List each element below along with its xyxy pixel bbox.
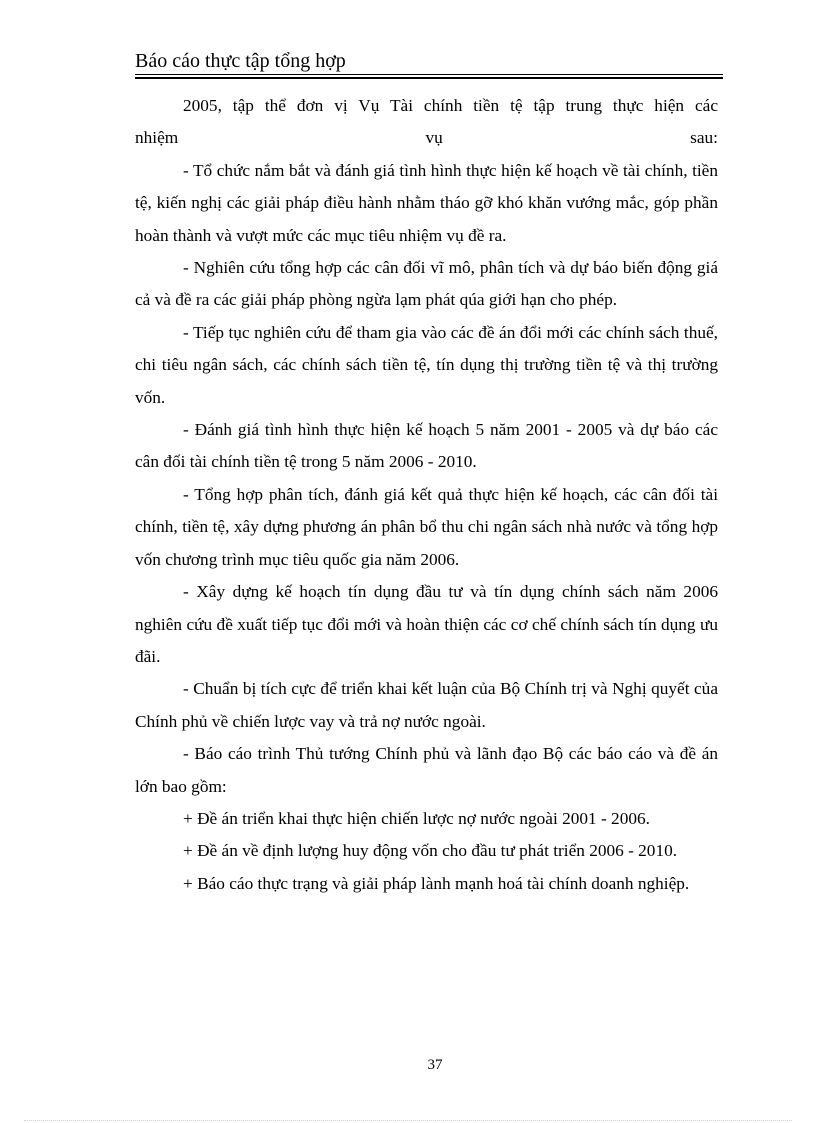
intro-line-1: 2005, tập thể đơn vị Vụ Tài chính tiền tệ tập trung thực hiện các [183,96,718,115]
paragraph-6: - Xây dựng kế hoạch tín dụng đầu tư và tín dụng chính sách năm 2006 nghiên cứu đề xuất tiếp tục đổi mới và hoàn thiện các cơ chế chính sách tín dụng ưu đãi. [135,582,718,666]
page-header [135,50,723,79]
paragraph-2: - Nghiên cứu tổng hợp các cân đối vĩ mô, phân tích và dự báo biến động giá cả và đề ra các giải pháp phòng ngừa lạm phát qúa giới hạn cho phép. [135,258,718,310]
header-title: Báo cáo thực tập tổng hợp [135,50,346,72]
paragraph-1: - Tổ chức nắm bắt và đánh giá tình hình thực hiện kế hoạch về tài chính, tiền tệ, kiến nghị các giải pháp điều hành nhằm tháo gỡ khó khăn vướng mắc, góp phần hoàn thành và vượt mức các mục tiêu nhiệm vụ đề ra. [135,160,718,245]
paragraph-5: - Tổng hợp phân tích, đánh giá kết quả thực hiện kế hoạch, các cân đối tài chính, tiền tệ, xây dựng phương án phân bổ thu chi ngân sách nhà nước và tổng hợp vốn chương trình mục tiêu quốc gia năm 2006. [135,484,718,569]
paragraph-10: + Đề án về định lượng huy động vốn cho đầu tư phát triển 2006 - 2010. [183,841,678,861]
header-rule-thick [135,77,723,79]
paragraph-11: + Báo cáo thực trạng và giải pháp lành mạnh hoá tài chính doanh nghiệp. [183,873,690,893]
paragraph-8: - Báo cáo trình Thủ tướng Chính phủ và lãnh đạo Bộ các báo cáo và đề án lớn bao gồm: [135,744,718,796]
page-number: 37 [427,1057,443,1073]
paragraph-3: - Tiếp tục nghiên cứu để tham gia vào các đề án đổi mới các chính sách thuế, chi tiêu ngân sách, các chính sách tiền tệ, tín dụng thị trường tiền tệ và thị trường vốn. [135,322,718,407]
paragraph-9: + Đề án triển khai thực hiện chiến lược nợ nước ngoài 2001 - 2006. [183,808,650,828]
paragraph-7: - Chuẩn bị tích cực để triển khai kết luận của Bộ Chính trị và Nghị quyết của Chính phủ về chiến lược vay và trả nợ nước ngoài. [135,679,718,731]
intro-paragraph [135,90,718,155]
paragraph-4: - Đánh giá tình hình thực hiện kế hoạch 5 năm 2001 - 2005 và dự báo các cân đối tài chính tiền tệ trong 5 năm 2006 - 2010. [135,420,718,472]
header-rule-thin [135,74,723,75]
document-body [135,90,718,900]
footer-rule [24,1120,792,1121]
intro-line-2: nhiệm vụ sau: [135,128,718,148]
